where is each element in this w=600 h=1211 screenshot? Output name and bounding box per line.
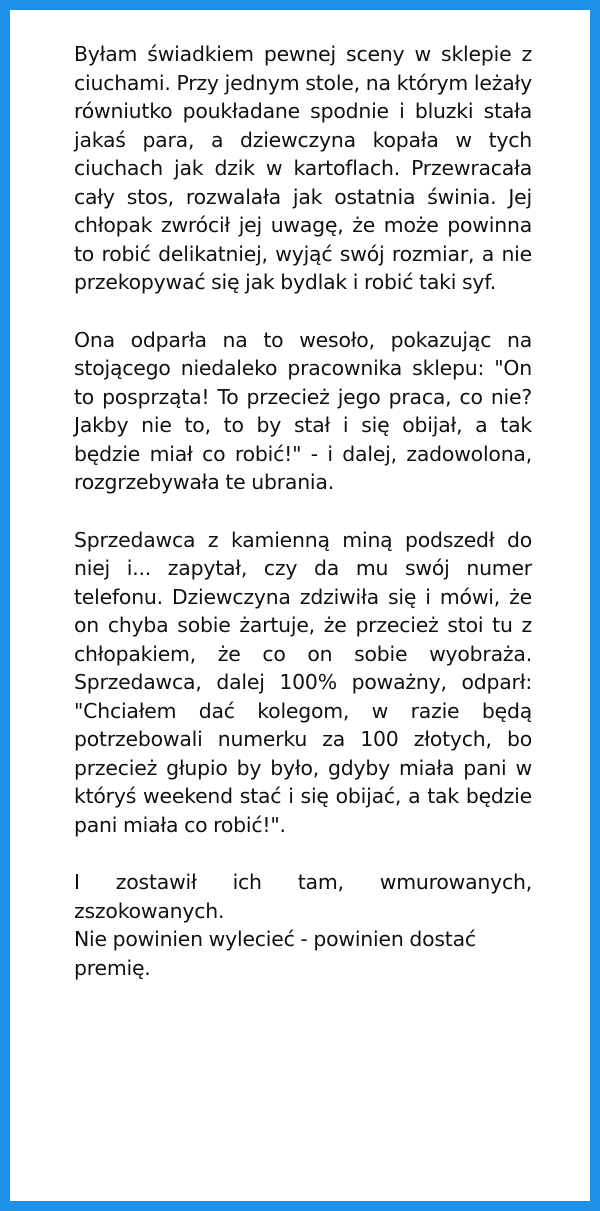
story-paragraph-5: Nie powinien wylecieć - powinien dostać premię. — [74, 927, 476, 980]
story-paragraph-4: I zostawił ich tam, wmurowanych, zszokowanych. — [74, 870, 532, 923]
story-paragraph-2: Ona odparła na to wesoło, pokazując na stojącego niedaleko pracownika sklepu: "On to posprząta! To przecież jego praca, co nie? Jakby nie to, to by stał i się obijał, a tak będzie miał co robić!" - i dalej, zadowolona, rozgrzebywała te ubrania. — [74, 327, 532, 494]
story-paragraph-1: Byłam świadkiem pewnej sceny w sklepie z ciuchami. Przy jednym stole, na którym leżały równiutko poukładane spodnie i bluzki stała jakaś para, a dziewczyna kopała w tych ciuchach jak dzik w kartoflach. Przewracała cały stos, rozwalała jak ostatnia świnia. Jej chłopak zwrócił jej uwagę, że może powinna to robić delikatniej, wyjąć swój rozmiar, a nie przekopywać się jak bydlak i robić taki syf. — [74, 42, 532, 294]
story-paragraph-3: Sprzedawca z kamienną miną podszedł do niej i... zapytał, czy da mu swój numer telefonu. Dziewczyna zdziwiła się i mówi, że on chyba sobie żartuje, że przecież stoi tu z chłopakiem, że co on sobie wyobraża. Sprzedawca, dalej 100% poważny, odparł: "Chciałem dać kolegom, w razie będą potrzebowali numerku za 100 złotych, bo przecież głupio by było, gdyby miała pani w któryś weekend stać i się obijać, a tak będzie pani miała co robić!". — [74, 527, 532, 837]
